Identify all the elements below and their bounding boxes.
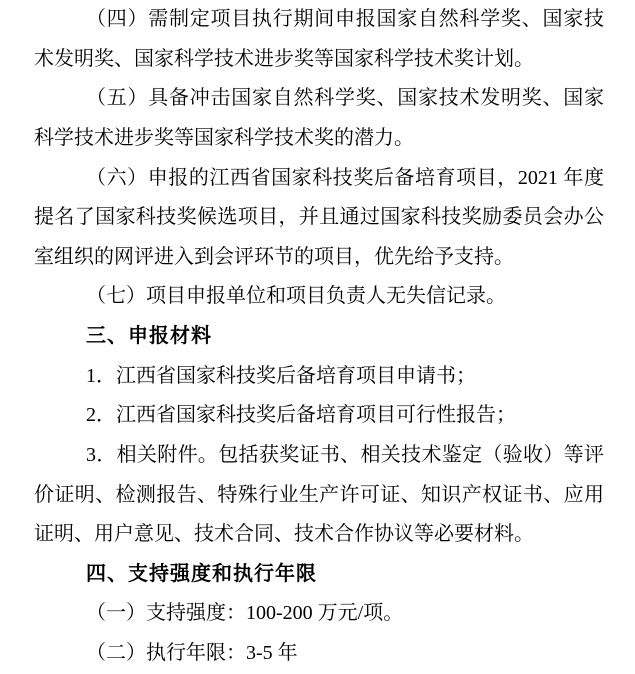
text-line: （六）申报的江西省国家科技奖后备培育项目，2021 年度	[86, 166, 604, 189]
text-line: （四）需制定项目执行期间申报国家自然科学奖、国家技	[86, 8, 604, 30]
text-line: 证明、用户意见、技术合同、技术合作协议等必要材料。	[34, 523, 534, 546]
text-line: （七）项目申报单位和项目负责人无失信记录。	[86, 285, 506, 308]
text-line: 术发明奖、国家科学技术进步奖等国家科学技术奖计划。	[34, 47, 534, 70]
section-heading: 四、支持强度和执行年限	[86, 562, 317, 585]
text-line: 价证明、检测报告、特殊行业生产许可证、知识产权证书、应用	[34, 483, 604, 506]
text-line: 提名了国家科技奖候选项目，并且通过国家科技奖励委员会办公	[34, 206, 604, 229]
text-line: 1．江西省国家科技奖后备培育项目申请书；	[86, 364, 476, 387]
text-line: 2．江西省国家科技奖后备培育项目可行性报告；	[86, 404, 516, 427]
text-line: （二）执行年限：3-5 年	[86, 642, 298, 664]
text-line: 科学技术进步奖等国家科学技术奖的潜力。	[34, 126, 414, 149]
section-heading: 三、申报材料	[86, 325, 212, 347]
text-line: （一）支持强度：100-200 万元/项。	[86, 602, 404, 625]
text-line: 室组织的网评进入到会评环节的项目，优先给予支持。	[34, 245, 514, 268]
text-line: 3．相关附件。包括获奖证书、相关技术鉴定（验收）等评	[86, 443, 604, 466]
text-line: （五）具备冲击国家自然科学奖、国家技术发明奖、国家	[86, 87, 604, 110]
